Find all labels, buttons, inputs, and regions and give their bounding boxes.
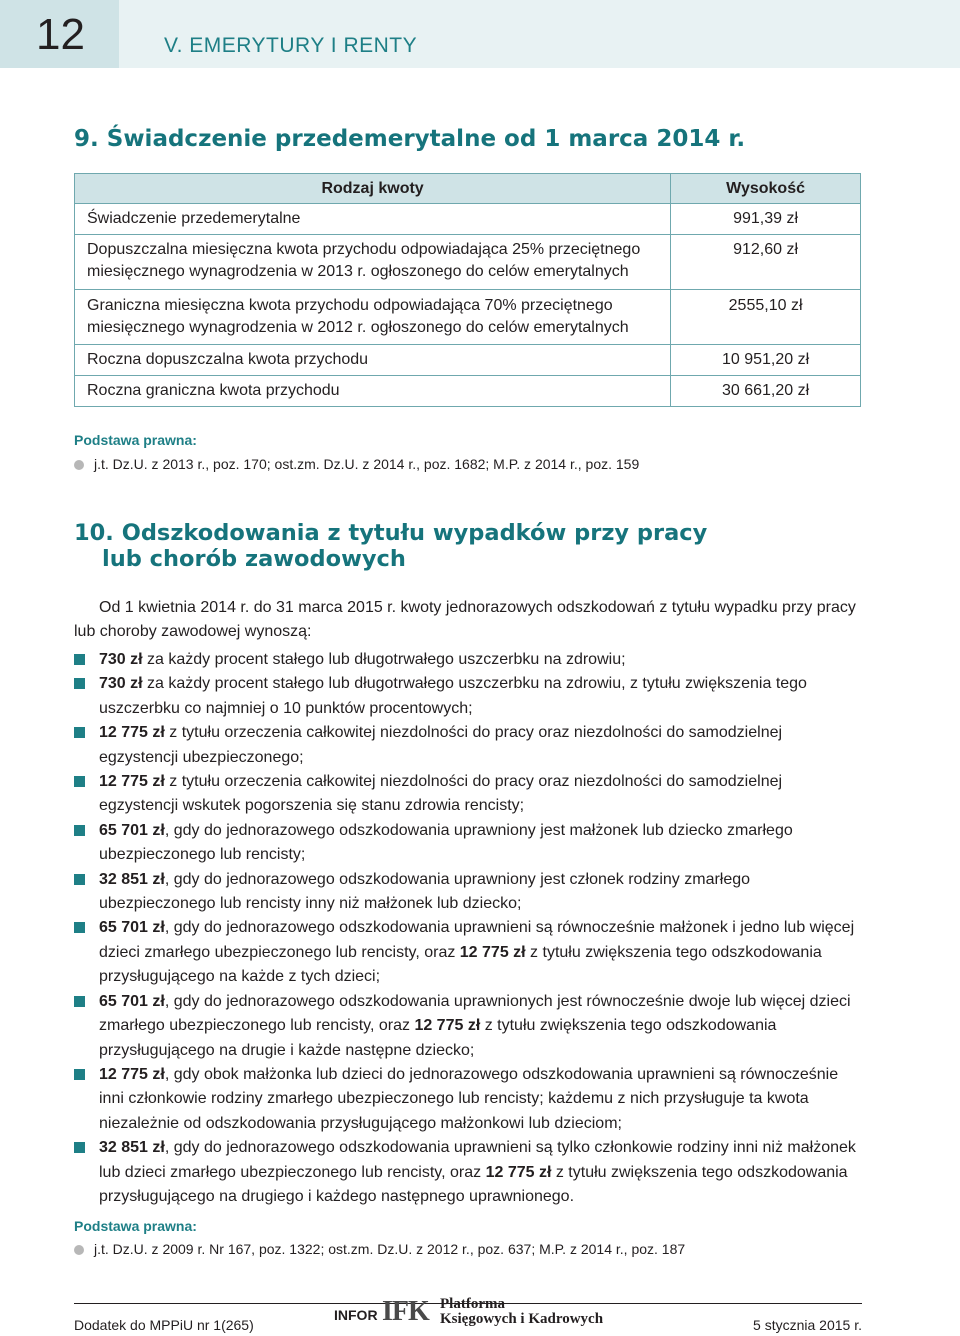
item-text-2: z tytułu zwiększenia tego odszkodowania przysługującego na każde z tych dzieci; (99, 943, 822, 986)
row-amount: 10 951,20 zł (671, 345, 861, 376)
square-bullet-icon (74, 874, 85, 885)
item-amount-2: 12 775 zł (485, 1163, 552, 1181)
logo-text-line2: Księgowych i Kadrowych (440, 1311, 604, 1327)
list-item (74, 648, 862, 672)
square-bullet-icon (74, 1069, 85, 1080)
square-bullet-icon (74, 776, 85, 787)
table-row (75, 235, 861, 290)
square-bullet-icon (74, 678, 85, 689)
square-bullet-icon (74, 727, 85, 738)
section-9-title: 9. Świadczenie przedemerytalne od 1 marca 2014 r. (74, 126, 746, 152)
item-amount: 730 zł (99, 651, 143, 668)
row-kind: Roczna graniczna kwota przychodu (75, 376, 671, 407)
item-text: , gdy do jednorazowego odszkodowania uprawniony jest małżonek lub dziecko zmarłego ubezpieczonego lub rencisty; (99, 821, 793, 864)
list-item (74, 1063, 862, 1136)
list-item (74, 868, 862, 917)
row-kind: Świadczenie przedemerytalne (75, 204, 671, 235)
legal-basis-label: Podstawa prawna: (74, 1218, 197, 1234)
footer-publication: Dodatek do MPPiU nr 1(265) (74, 1317, 254, 1333)
item-text: , gdy do jednorazowego odszkodowania uprawniony jest członek rodziny zmarłego ubezpieczonego lub rencisty inny niż małżonek lub dziecko; (99, 870, 751, 913)
column-header-kind: Rodzaj kwoty (75, 174, 671, 204)
list-item (74, 672, 862, 721)
legal-basis-item (74, 456, 639, 472)
list-item (74, 770, 862, 819)
item-text: , gdy do jednorazowego odszkodowania uprawnieni są tylko członkowie rodziny inni niż małżonek lub dzieci zmarłego ubezpieczonego lub rencisty, oraz (99, 1139, 856, 1181)
item-text-2: z tytułu zwiększenia tego odszkodowania przysługującego na drugiego i każdego następnego uprawnionego. (99, 1163, 848, 1205)
item-text: z tytułu orzeczenia całkowitej niezdolności do pracy oraz niezdolności do samodzielnej egzystencji wskutek pogorszenia się stanu zdrowia rencisty; (99, 773, 783, 815)
footer-date: 5 stycznia 2015 r. (753, 1317, 862, 1333)
item-amount: 32 851 zł (99, 870, 165, 888)
item-text: , gdy do jednorazowego odszkodowania uprawnieni są równocześnie małżonek i jedno lub więcej dzieci zmarłego ubezpieczonego lub rencisty, oraz (99, 919, 855, 961)
page-number: 12 (36, 10, 85, 59)
row-amount: 912,60 zł (671, 235, 861, 290)
square-bullet-icon (74, 1142, 85, 1153)
item-text: , gdy do jednorazowego odszkodowania uprawnionych jest równocześnie dwoje lub więcej dzieci zmarłego ubezpieczonego lub rencisty, oraz (99, 992, 851, 1035)
section-10-title-line2: lub chorób zawodowych (102, 546, 406, 572)
table-row (75, 204, 861, 235)
footer-logo (330, 1295, 610, 1327)
item-text: za każdy procent stałego lub długotrwałego uszczerbku na zdrowiu, z tytułu zwiększenia tego uszczerbku co najmniej o 10 punktów procentowych; (99, 675, 807, 717)
section-10-title (74, 520, 707, 572)
item-amount: 12 775 zł (99, 724, 165, 742)
item-amount-2: 12 775 zł (414, 1017, 481, 1035)
table-row (75, 376, 861, 407)
item-amount: 65 701 zł (99, 919, 165, 937)
list-item (74, 819, 862, 868)
list-item (74, 916, 862, 989)
list-item (74, 721, 862, 770)
legal-basis-text: j.t. Dz.U. z 2013 r., poz. 170; ost.zm. Dz.U. z 2014 r., poz. 1682; M.P. z 2014 r., poz. 159 (94, 456, 640, 472)
page-number-box (0, 0, 119, 68)
item-amount: 65 701 zł (99, 992, 165, 1010)
item-amount: 32 851 zł (99, 1139, 165, 1157)
list-item (74, 1136, 862, 1209)
column-header-amount: Wysokość (671, 174, 861, 204)
pre-retirement-table (74, 173, 861, 407)
row-amount: 2555,10 zł (671, 290, 861, 345)
legal-basis-text: j.t. Dz.U. z 2009 r. Nr 167, poz. 1322; ost.zm. Dz.U. z 2012 r., poz. 637; M.P. z 2014 r., poz. 187 (94, 1241, 686, 1257)
item-amount-2: 12 775 zł (459, 943, 526, 961)
logo-ifk: IFK (382, 1296, 429, 1327)
row-kind: Roczna dopuszczalna kwota przychodu (75, 345, 671, 376)
logo-infor: INFOR (330, 1307, 382, 1323)
item-amount: 730 zł (99, 675, 143, 693)
chapter-band (119, 0, 960, 68)
table-header-row (75, 174, 861, 204)
item-text: z tytułu orzeczenia całkowitej niezdolności do pracy oraz niezdolności do samodzielnej egzystencji ubezpieczonego; (99, 724, 783, 766)
section-10-intro: Od 1 kwietnia 2014 r. do 31 marca 2015 r. kwoty jednorazowych odszkodowań z tytułu wypadku przy pracy lub choroby zawodowej wynoszą: (74, 599, 856, 641)
item-amount: 65 701 zł (99, 821, 165, 839)
compensation-list (74, 648, 862, 1209)
table-row (75, 290, 861, 345)
logo-text-line1: Platforma (440, 1296, 505, 1312)
square-bullet-icon (74, 922, 85, 933)
row-amount: 30 661,20 zł (671, 376, 861, 407)
row-amount: 991,39 zł (671, 204, 861, 235)
row-kind: Dopuszczalna miesięczna kwota przychodu odpowiadająca 25% przeciętnego miesięcznego wynagrodzenia w 2013 r. ogłoszonego do celów emerytalnych (75, 235, 671, 290)
row-kind: Graniczna miesięczna kwota przychodu odpowiadająca 70% przeciętnego miesięcznego wynagrodzenia w 2012 r. ogłoszonego do celów emerytalnych (75, 290, 671, 345)
item-amount: 12 775 zł (99, 1065, 165, 1083)
list-item (74, 990, 862, 1063)
item-text: , gdy obok małżonka lub dzieci do jednorazowego odszkodowania uprawnieni są równocześnie inni członkowie rodziny zmarłego ubezpieczonego lub rencisty; każdemu z nich przysługuje ta kwota niezależnie od odszkodowania przysługującego małżonkowi lub dzieciom; (99, 1065, 839, 1132)
square-bullet-icon (74, 825, 85, 836)
chapter-title: V. EMERYTURY I RENTY (164, 34, 418, 57)
square-bullet-icon (74, 654, 85, 665)
item-amount: 12 775 zł (99, 773, 165, 791)
section-10-title-line1: 10. Odszkodowania z tytułu wypadków przy pracy (74, 520, 708, 546)
legal-basis-label: Podstawa prawna: (74, 432, 197, 448)
page-header (0, 0, 960, 68)
table-row (75, 345, 861, 376)
bullet-dot-icon (74, 1245, 84, 1255)
bullet-dot-icon (74, 460, 84, 470)
legal-basis-item (74, 1241, 685, 1257)
square-bullet-icon (74, 996, 85, 1007)
item-text: za każdy procent stałego lub długotrwałego uszczerbku na zdrowiu; (142, 651, 626, 668)
item-text-2: z tytułu zwiększenia tego odszkodowania przysługującego na drugie i każde następne dziecko; (99, 1017, 777, 1059)
